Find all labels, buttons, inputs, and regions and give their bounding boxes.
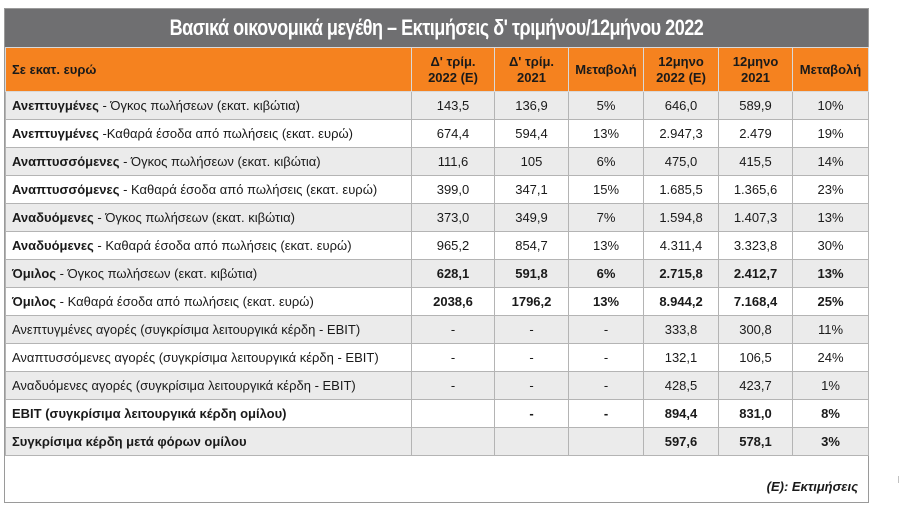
table-row (6, 288, 869, 316)
cell-f21: 423,7 (719, 372, 793, 400)
cell-q21: - (495, 400, 569, 428)
cell-cq: 13% (569, 288, 644, 316)
cell-q21: - (495, 372, 569, 400)
cell-cf: 19% (793, 120, 869, 148)
cell-cf: 13% (793, 260, 869, 288)
cell-f22: 4.311,4 (644, 232, 719, 260)
row-label (6, 260, 412, 288)
cell-f22: 132,1 (644, 344, 719, 372)
cell-q21: 1796,2 (495, 288, 569, 316)
cell-f21: 831,0 (719, 400, 793, 428)
row-label (6, 316, 412, 344)
row-label-segment: Ανεπτυγμένες (12, 126, 99, 141)
cell-cf: 25% (793, 288, 869, 316)
cell-cf: 23% (793, 176, 869, 204)
table-title-bar (5, 9, 868, 47)
row-label (6, 232, 412, 260)
row-label (6, 176, 412, 204)
cell-cq: 13% (569, 232, 644, 260)
table-body (6, 92, 869, 456)
cell-f22: 1.685,5 (644, 176, 719, 204)
header-fy-2022: 12μηνο 2022 (Ε) (644, 48, 719, 92)
table-row (6, 92, 869, 120)
cell-cq: - (569, 400, 644, 428)
cell-q22: - (412, 344, 495, 372)
cell-q22: 674,4 (412, 120, 495, 148)
row-label-text: Συγκρίσιμα κέρδη μετά φόρων ομίλου (12, 434, 247, 449)
row-label-text: - Όγκος πωλήσεων (εκατ. κιβώτια) (98, 98, 300, 113)
table-row (6, 204, 869, 232)
table-title: Βασικά οικονομικά μεγέθη – Εκτιμήσεις δ' τριμήνου/12μήνου 2022 (169, 15, 704, 40)
row-label-segment: Αναδυόμενες (12, 238, 94, 253)
cell-q22: 399,0 (412, 176, 495, 204)
financial-table (5, 47, 869, 456)
row-label-segment: Ανεπτυγμένες (12, 98, 99, 113)
table-row (6, 316, 869, 344)
cell-q22 (412, 428, 495, 456)
cell-q22: 2038,6 (412, 288, 495, 316)
cell-cq: - (569, 344, 644, 372)
cell-cq (569, 428, 644, 456)
cell-f21: 1.407,3 (719, 204, 793, 232)
cell-q22: 965,2 (412, 232, 495, 260)
row-label-text: - Καθαρά έσοδα από πωλήσεις (εκατ. ευρώ) (119, 182, 378, 197)
table-row (6, 232, 869, 260)
row-label-text: Αναδυόμενες αγορές (συγκρίσιμα λειτουργικά κέρδη - EBIT) (12, 378, 356, 393)
header-fy-2021: 12μηνο 2021 (719, 48, 793, 92)
cell-q21: 854,7 (495, 232, 569, 260)
cell-f22: 475,0 (644, 148, 719, 176)
table-row (6, 344, 869, 372)
row-label (6, 344, 412, 372)
cell-q21: 594,4 (495, 120, 569, 148)
cell-f22: 1.594,8 (644, 204, 719, 232)
cell-f21: 415,5 (719, 148, 793, 176)
cell-cq: - (569, 372, 644, 400)
table-row (6, 400, 869, 428)
row-label (6, 428, 412, 456)
cell-f21: 7.168,4 (719, 288, 793, 316)
row-label-text: - Όγκος πωλήσεων (εκατ. κιβώτια) (56, 266, 258, 281)
cell-cq: 6% (569, 260, 644, 288)
row-label (6, 288, 412, 316)
table-row (6, 428, 869, 456)
table-row (6, 148, 869, 176)
cell-f22: 646,0 (644, 92, 719, 120)
cell-f21: 589,9 (719, 92, 793, 120)
cell-f22: 2.715,8 (644, 260, 719, 288)
row-label-text: EBIT (συγκρίσιμα λειτουργικά κέρδη ομίλου) (12, 406, 287, 421)
row-label (6, 92, 412, 120)
cell-q22: 628,1 (412, 260, 495, 288)
cell-f21: 300,8 (719, 316, 793, 344)
cell-f21: 2.412,7 (719, 260, 793, 288)
cell-q21: 347,1 (495, 176, 569, 204)
cell-f22: 597,6 (644, 428, 719, 456)
table-row (6, 260, 869, 288)
header-change-quarter: Μεταβολή (569, 48, 644, 92)
cell-f21: 578,1 (719, 428, 793, 456)
cell-f22: 2.947,3 (644, 120, 719, 148)
cell-cq: 7% (569, 204, 644, 232)
cell-f22: 8.944,2 (644, 288, 719, 316)
row-label (6, 400, 412, 428)
cell-cf: 8% (793, 400, 869, 428)
cell-cq: 6% (569, 148, 644, 176)
cell-f22: 894,4 (644, 400, 719, 428)
row-label-segment: Αναδυόμενες (12, 210, 94, 225)
cell-cf: 30% (793, 232, 869, 260)
row-label-text: Ανεπτυγμένες αγορές (συγκρίσιμα λειτουργικά κέρδη - EBIT) (12, 322, 361, 337)
row-label (6, 120, 412, 148)
cell-q21: - (495, 344, 569, 372)
table-row (6, 176, 869, 204)
row-label-text: -Καθαρά έσοδα από πωλήσεις (εκατ. ευρώ) (98, 126, 353, 141)
cell-f21: 2.479 (719, 120, 793, 148)
cell-cf: 14% (793, 148, 869, 176)
cell-f21: 3.323,8 (719, 232, 793, 260)
table-row (6, 372, 869, 400)
cell-q21 (495, 428, 569, 456)
cell-q21: 349,9 (495, 204, 569, 232)
source-credit (873, 290, 893, 500)
row-label (6, 204, 412, 232)
cell-cf: 24% (793, 344, 869, 372)
cell-q22: - (412, 316, 495, 344)
table-row (6, 120, 869, 148)
cell-cf: 13% (793, 204, 869, 232)
cell-q21: - (495, 316, 569, 344)
cell-f21: 106,5 (719, 344, 793, 372)
cell-cq: 5% (569, 92, 644, 120)
cell-q22 (412, 400, 495, 428)
row-label-segment: Όμιλος (12, 266, 57, 281)
row-label-text: - Καθαρά έσοδα από πωλήσεις (εκατ. ευρώ) (93, 238, 352, 253)
cell-f22: 428,5 (644, 372, 719, 400)
row-label-segment: Όμιλος (12, 294, 57, 309)
row-label (6, 148, 412, 176)
row-label-segment: Αναπτυσσόμενες (12, 154, 120, 169)
cell-q21: 136,9 (495, 92, 569, 120)
cell-q21: 105 (495, 148, 569, 176)
cell-cf: 11% (793, 316, 869, 344)
row-label (6, 372, 412, 400)
cell-cf: 10% (793, 92, 869, 120)
cell-cf: 3% (793, 428, 869, 456)
row-label-text: - Όγκος πωλήσεων (εκατ. κιβώτια) (93, 210, 295, 225)
row-label-segment: Αναπτυσσόμενες (12, 182, 120, 197)
cell-f22: 333,8 (644, 316, 719, 344)
header-unit: Σε εκατ. ευρώ (6, 48, 412, 92)
cell-q21: 591,8 (495, 260, 569, 288)
cell-q22: - (412, 372, 495, 400)
cell-cq: 13% (569, 120, 644, 148)
cell-q22: 143,5 (412, 92, 495, 120)
header-q4-2022: Δ' τρίμ. 2022 (Ε) (412, 48, 495, 92)
footnote: (E): Εκτιμήσεις (766, 479, 858, 494)
cell-cf: 1% (793, 372, 869, 400)
row-label-text: - Όγκος πωλήσεων (εκατ. κιβώτια) (119, 154, 321, 169)
cell-q22: 373,0 (412, 204, 495, 232)
row-label-text: Αναπτυσσόμενες αγορές (συγκρίσιμα λειτουργικά κέρδη - EBIT) (12, 350, 379, 365)
header-row (6, 48, 869, 92)
header-change-year: Μεταβολή (793, 48, 869, 92)
cell-q22: 111,6 (412, 148, 495, 176)
row-label-text: - Καθαρά έσοδα από πωλήσεις (εκατ. ευρώ) (56, 294, 314, 309)
cell-f21: 1.365,6 (719, 176, 793, 204)
cell-cq: 15% (569, 176, 644, 204)
cell-cq: - (569, 316, 644, 344)
table-graphic (4, 8, 869, 503)
header-q4-2021: Δ' τρίμ. 2021 (495, 48, 569, 92)
